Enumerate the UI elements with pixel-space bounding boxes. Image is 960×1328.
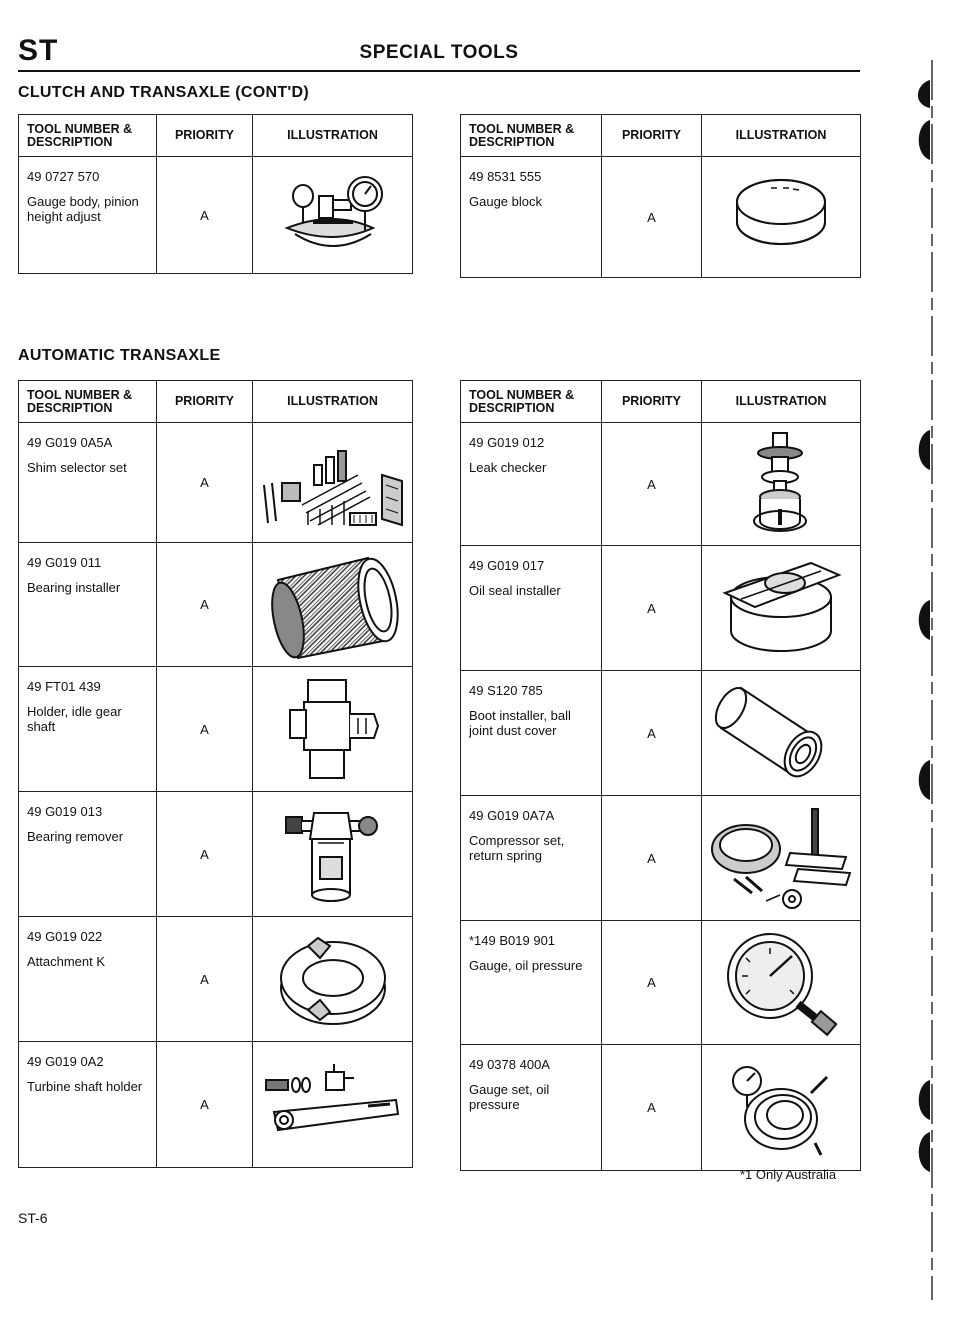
bearing-remover-icon [268, 799, 398, 909]
column-header-priority: PRIORITY [157, 381, 253, 423]
gauge-block-icon [721, 172, 841, 262]
tool-priority: A [602, 671, 702, 796]
tool-description: Turbine shaft holder [27, 1079, 143, 1094]
tool-table-automatic-left [18, 380, 413, 1168]
oil-seal-installer-icon [711, 553, 851, 663]
table-row [461, 546, 861, 671]
attachment-ring-icon [268, 924, 398, 1034]
tool-table-automatic-right [460, 380, 861, 1171]
table-row [461, 921, 861, 1045]
boot-installer-icon [711, 678, 851, 788]
table-row [461, 423, 861, 546]
section-tab-marks [896, 60, 956, 1300]
tool-description: Attachment K [27, 954, 106, 969]
tool-number: 49 S120 785 [469, 683, 543, 698]
table-row [19, 423, 413, 543]
table-row [19, 1042, 413, 1168]
table-row [461, 1045, 861, 1171]
tool-description: Oil seal installer [469, 583, 561, 598]
column-header-illustration: ILLUSTRATION [253, 381, 413, 423]
tool-description: Compressor set, return spring [469, 833, 565, 863]
section-title-clutch: CLUTCH AND TRANSAXLE (CONT'D) [18, 84, 309, 101]
tool-table-clutch-left [18, 114, 413, 274]
tool-number: 49 G019 011 [27, 555, 102, 570]
table-row [19, 543, 413, 667]
tool-description: Gauge body, pinion height adjust [27, 194, 139, 224]
pressure-gauge-icon [706, 928, 856, 1038]
page-title: SPECIAL TOOLS [359, 42, 519, 63]
tool-number: 49 G019 012 [469, 435, 545, 450]
column-header-tool: TOOL NUMBER & DESCRIPTION [461, 115, 602, 157]
tool-number: 49 0378 400A [469, 1057, 550, 1072]
tool-description: Gauge, oil pressure [469, 958, 583, 973]
shim-set-icon [258, 435, 408, 531]
tool-number: 49 FT01 439 [27, 679, 101, 694]
section-code: ST [18, 34, 59, 67]
column-header-priority: PRIORITY [602, 115, 702, 157]
section-tab-mark [918, 80, 930, 108]
table-row [19, 917, 413, 1042]
table-row [461, 157, 861, 278]
tool-priority: A [602, 1045, 702, 1171]
footnote: *1 Only Australia [740, 1167, 837, 1182]
tool-description: Shim selector set [27, 460, 127, 475]
table-row [19, 792, 413, 917]
table-row [461, 671, 861, 796]
tool-number: 49 8531 555 [469, 169, 542, 184]
tool-description: Holder, idle gear shaft [27, 704, 122, 734]
section-title-automatic: AUTOMATIC TRANSAXLE [18, 347, 221, 364]
tool-priority: A [602, 423, 702, 546]
tool-priority: A [602, 921, 702, 1045]
section-tab-mark [919, 760, 930, 800]
column-header-priority: PRIORITY [157, 115, 253, 157]
column-header-tool: TOOL NUMBER & DESCRIPTION [19, 115, 157, 157]
column-header-tool: TOOL NUMBER & DESCRIPTION [19, 381, 157, 423]
leak-checker-icon [726, 429, 836, 539]
tool-description: Gauge set, oil pressure [469, 1082, 550, 1112]
table-row [19, 667, 413, 792]
section-tab-mark [919, 600, 930, 640]
tool-priority: A [157, 917, 253, 1042]
tool-number: *149 B019 901 [469, 933, 556, 948]
section-tab-mark [919, 1080, 930, 1120]
tool-number: 49 G019 013 [27, 804, 103, 819]
tool-number: 49 G019 022 [27, 929, 103, 944]
column-header-priority: PRIORITY [602, 381, 702, 423]
page-number: ST-6 [18, 1210, 48, 1226]
tool-table-clutch-right [460, 114, 861, 278]
column-header-illustration: ILLUSTRATION [702, 115, 861, 157]
gauge-set-icon [711, 1053, 851, 1163]
tool-number: 49 0727 570 [27, 169, 100, 184]
tool-priority: A [602, 796, 702, 921]
tool-priority: A [602, 157, 702, 278]
tool-priority: A [157, 543, 253, 667]
tool-priority: A [157, 792, 253, 917]
tool-description: Boot installer, ball joint dust cover [469, 708, 571, 738]
section-tab-mark [919, 1132, 930, 1172]
tool-description: Leak checker [469, 460, 547, 475]
tool-number: 49 G019 0A5A [27, 435, 113, 450]
tool-description: Bearing remover [27, 829, 124, 844]
table-row [19, 157, 413, 274]
tool-description: Bearing installer [27, 580, 121, 595]
column-header-tool: TOOL NUMBER & DESCRIPTION [461, 381, 602, 423]
tool-priority: A [602, 546, 702, 671]
table-row [461, 796, 861, 921]
tool-number: 49 G019 0A2 [27, 1054, 104, 1069]
compressor-set-icon [706, 803, 856, 913]
tool-priority: A [157, 667, 253, 792]
tool-priority: A [157, 423, 253, 543]
tool-priority: A [157, 157, 253, 274]
section-tab-mark [919, 430, 930, 470]
tool-number: 49 G019 017 [469, 558, 545, 573]
column-header-illustration: ILLUSTRATION [253, 115, 413, 157]
section-tab-mark [919, 120, 930, 160]
tool-number: 49 G019 0A7A [469, 808, 555, 823]
tool-priority: A [157, 1042, 253, 1168]
holder-icon [268, 674, 398, 784]
bearing-installer-icon [258, 550, 408, 660]
column-header-illustration: ILLUSTRATION [702, 381, 861, 423]
tool-description: Gauge block [469, 194, 542, 209]
dial-gauge-icon [273, 170, 393, 260]
page-header [18, 36, 860, 72]
shaft-holder-icon [258, 1060, 408, 1150]
